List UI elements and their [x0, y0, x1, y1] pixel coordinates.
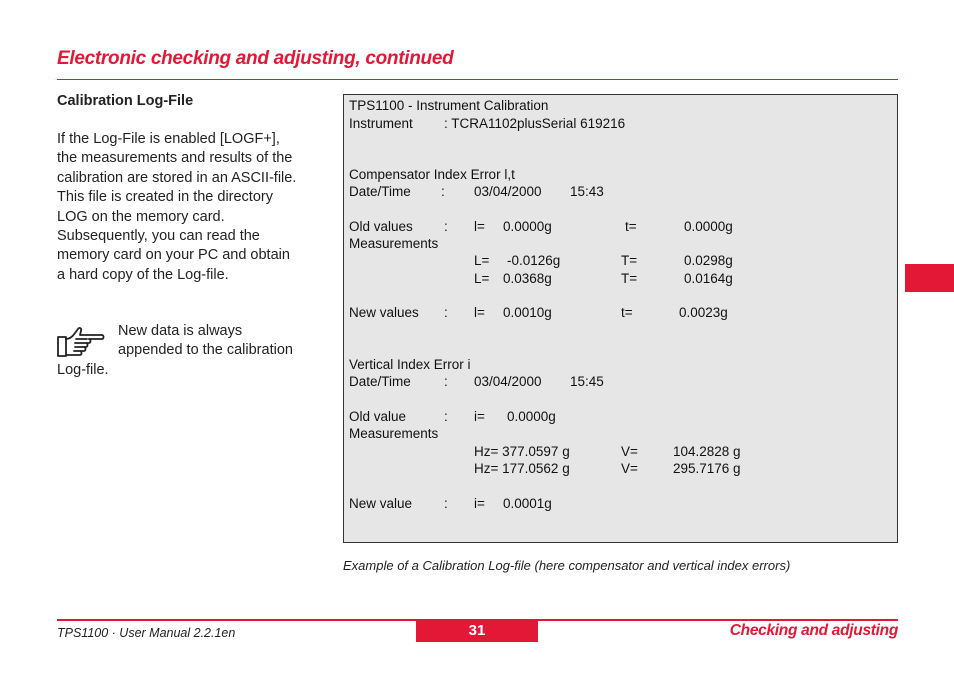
measurements-label-2: Measurements	[349, 426, 439, 441]
meas-hz1: Hz= 377.0597 g	[474, 444, 570, 459]
meas-t1-label: T=	[621, 253, 638, 268]
chapter-side-tab	[905, 264, 954, 292]
old-values-label: Old values	[349, 219, 413, 234]
meas-t2-label: T=	[621, 271, 638, 286]
measurements-label: Measurements	[349, 236, 439, 251]
old-value-colon: :	[444, 409, 448, 424]
vert-datetime-label: Date/Time	[349, 374, 411, 389]
meas-v2-value: 295.7176 g	[673, 461, 741, 476]
new-i-label: i=	[474, 496, 485, 511]
body-line: a hard copy of the Log-file.	[57, 266, 229, 283]
meas-l1-value: -0.0126g	[507, 253, 561, 268]
new-t-label: t=	[621, 305, 633, 320]
new-t-value: 0.0023g	[679, 305, 728, 320]
body-line: If the Log-File is enabled [LOGF+],	[57, 131, 280, 147]
meas-v2-label: V=	[621, 461, 638, 476]
meas-t2-value: 0.0164g	[684, 271, 733, 286]
old-l-value: 0.0000g	[503, 219, 552, 234]
old-t-value: 0.0000g	[684, 219, 733, 234]
compensator-heading: Compensator Index Error l,t	[349, 167, 515, 182]
footer-chapter-title: Checking and adjusting	[729, 622, 898, 639]
body-line: the measurements and results of the	[57, 150, 293, 167]
body-line: This file is created in the directory	[57, 189, 273, 206]
page-number: 31	[416, 621, 538, 642]
meas-hz2: Hz= 177.0562 g	[474, 461, 570, 476]
section-heading: Calibration Log-File	[57, 93, 194, 109]
body-line: memory card on your PC and obtain	[57, 247, 290, 264]
header-divider	[57, 79, 898, 80]
comp-datetime-label: Date/Time	[349, 184, 411, 199]
old-values-colon: :	[444, 219, 448, 234]
footer-manual-title: TPS1100 · User Manual 2.2.1en	[57, 626, 236, 640]
meas-v1-label: V=	[621, 444, 638, 459]
vert-date: 03/04/2000	[474, 374, 542, 389]
instrument-label: Instrument	[349, 116, 413, 131]
instrument-value: : TCRA1102plusSerial 619216	[444, 116, 626, 131]
meas-v1-value: 104.2828 g	[673, 444, 741, 459]
comp-date: 03/04/2000	[474, 184, 542, 199]
vert-time: 15:45	[570, 374, 604, 389]
old-t-label: t=	[625, 219, 637, 234]
pointing-hand-icon	[56, 325, 106, 357]
new-i-value: 0.0001g	[503, 496, 552, 511]
comp-time: 15:43	[570, 184, 604, 199]
new-values-label: New values	[349, 305, 419, 320]
vert-colon: :	[444, 374, 448, 389]
body-line: calibration are stored in an ASCII-file.	[57, 169, 297, 186]
body-paragraph	[57, 130, 329, 285]
old-i-value: 0.0000g	[507, 409, 556, 424]
meas-l1-label: L=	[474, 253, 490, 268]
new-value-label: New value	[349, 496, 413, 511]
meas-t1-value: 0.0298g	[684, 253, 733, 268]
old-i-label: i=	[474, 409, 485, 424]
new-value-colon: :	[444, 496, 448, 511]
new-values-colon: :	[444, 305, 448, 320]
figure-caption: Example of a Calibration Log-file (here compensator and vertical index errors)	[343, 558, 791, 573]
vertical-heading: Vertical Index Error i	[349, 357, 471, 372]
note-line: Log-file.	[57, 361, 109, 378]
body-line: Subsequently, you can read the	[57, 228, 260, 245]
meas-l2-value: 0.0368g	[503, 271, 552, 286]
log-title: TPS1100 - Instrument Calibration	[349, 98, 549, 113]
body-line: LOG on the memory card.	[57, 208, 225, 225]
new-l-label: l=	[474, 305, 485, 320]
old-value-label: Old value	[349, 409, 407, 424]
note-line: appended to the calibration	[118, 342, 293, 359]
old-l-label: l=	[474, 219, 485, 234]
calibration-log-box	[343, 94, 898, 543]
note-line: New data is always	[118, 323, 243, 339]
meas-l2-label: L=	[474, 271, 490, 286]
new-l-value: 0.0010g	[503, 305, 552, 320]
page-header-title: Electronic checking and adjusting, continued	[57, 48, 454, 69]
comp-colon: :	[441, 184, 445, 199]
